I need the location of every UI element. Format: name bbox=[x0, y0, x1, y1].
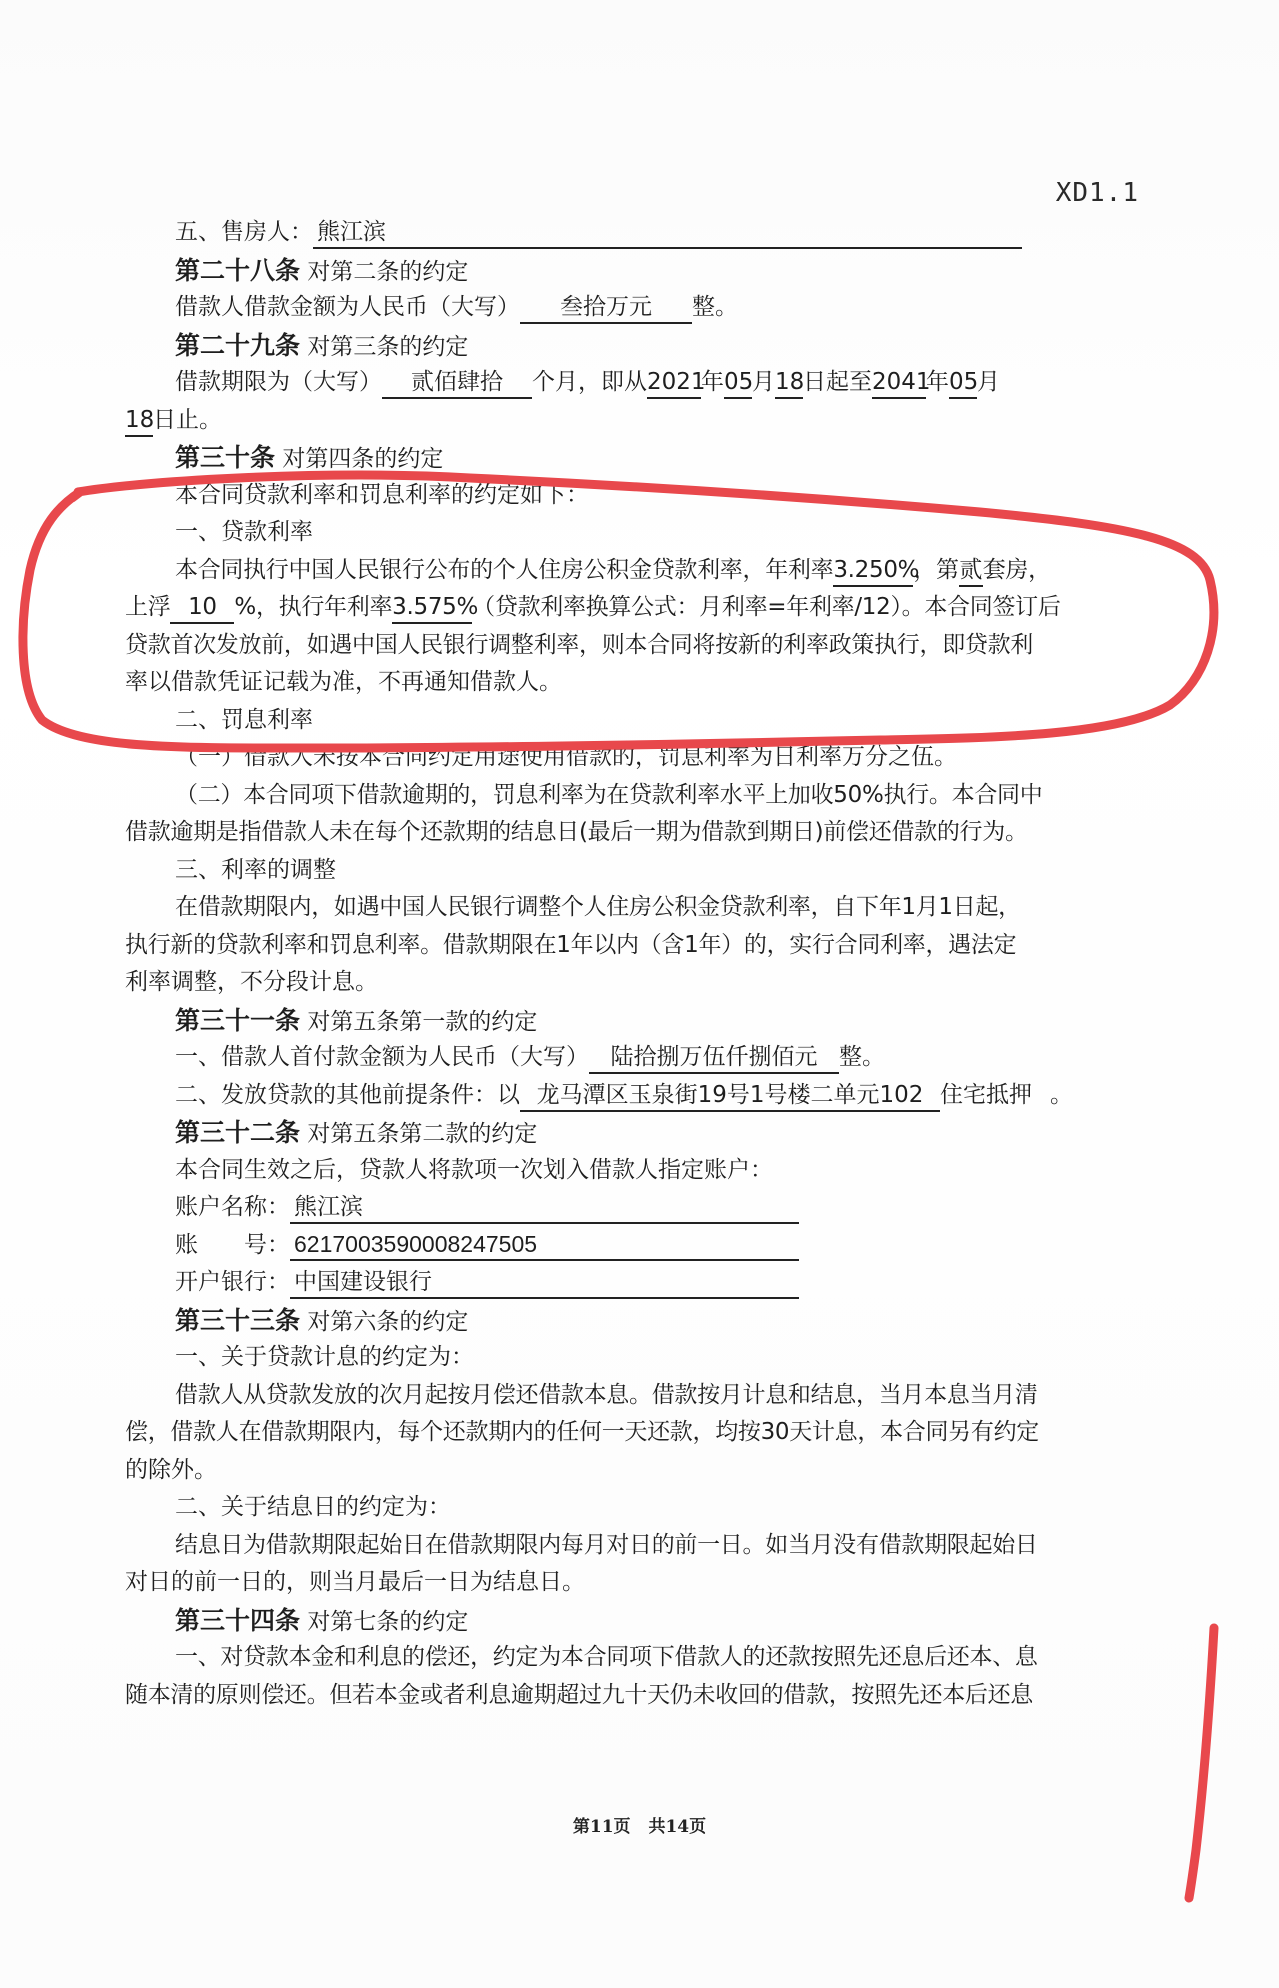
loan-term-line bbox=[125, 364, 1110, 402]
text: 日止。 bbox=[153, 406, 222, 433]
red-vertical-stroke bbox=[1189, 1628, 1214, 1898]
start-day: 18 bbox=[775, 367, 803, 399]
loan-term-months: 贰佰肆拾 bbox=[382, 367, 532, 399]
page-number: 第11页 bbox=[572, 1817, 631, 1837]
section-title: 一、关于贷款计息的约定为： bbox=[175, 1344, 474, 1370]
account-name: 熊江滨 bbox=[290, 1192, 799, 1224]
loan-amount-label: 借款人借款金额为人民币（大写） bbox=[175, 294, 520, 320]
article-number: 第三十四条 bbox=[175, 1605, 301, 1635]
rate-line-1 bbox=[125, 552, 1110, 590]
annual-rate: 3.250% bbox=[833, 555, 913, 587]
article-title: 对第四条的约定 bbox=[282, 446, 444, 472]
article-number: 第三十三条 bbox=[175, 1305, 301, 1335]
section-title: 二、关于结息日的约定为： bbox=[175, 1494, 451, 1520]
article-title: 对第二条的约定 bbox=[307, 258, 469, 285]
loan-term-line-2 bbox=[125, 402, 1110, 440]
start-year: 2021 bbox=[647, 367, 701, 399]
article-number: 第三十条 bbox=[175, 443, 276, 472]
rate-intro: 本合同贷款利率和罚息利率的约定如下： bbox=[175, 481, 589, 508]
account-number-line bbox=[125, 1227, 1110, 1265]
seller-name: 熊江滨 bbox=[313, 217, 1022, 249]
section-title: 二、罚息利率 bbox=[175, 706, 313, 733]
seller-line bbox=[125, 214, 1110, 252]
section-title: 三、利率的调整 bbox=[175, 856, 336, 883]
adjust-line-3: 利率调整，不分段计息。 bbox=[125, 969, 378, 995]
rate-line-4: 率以借款凭证记载为准，不再通知借款人。 bbox=[125, 669, 562, 695]
interest-line-1: 借款人从贷款发放的次月起按月偿还借款本息。借款按月计息和结息，当月本息当月清 bbox=[175, 1381, 1038, 1408]
penalty-line-3: 借款逾期是指借款人未在每个还款期的结息日(最后一期为借款到期日)前偿还借款的行为。 bbox=[125, 819, 1028, 845]
article-title: 对第五条第二款的约定 bbox=[307, 1121, 538, 1147]
article-number: 第二十八条 bbox=[175, 255, 301, 285]
collateral-address: 龙马潭区玉泉街19号1号楼二单元102 bbox=[520, 1080, 940, 1112]
penalty-line-2: （二）本合同项下借款逾期的，罚息利率为在贷款利率水平上加收50%执行。本合同中 bbox=[175, 781, 1043, 808]
text: 住宅抵押 bbox=[940, 1081, 1032, 1108]
bank-line bbox=[125, 1264, 1110, 1302]
text: 个月，即从 bbox=[532, 369, 647, 395]
bank-label: 开户银行： bbox=[175, 1269, 290, 1295]
page-total: 共14页 bbox=[648, 1817, 707, 1837]
article-33-heading bbox=[125, 1302, 1110, 1340]
text: （贷款利率换算公式：月利率=年利率/12）。本合同签订后 bbox=[472, 594, 1061, 620]
text: 套房， bbox=[982, 556, 1051, 583]
loan-amount-suffix: 整。 bbox=[692, 294, 738, 320]
seller-label: 五、售房人： bbox=[175, 219, 313, 245]
repayment-line-1: 一、对贷款本金和利息的偿还，约定为本合同项下借款人的还款按照先还息后还本、息 bbox=[175, 1644, 1038, 1670]
text: 二、发放贷款的其他前提条件：以 bbox=[175, 1081, 520, 1108]
text: %，执行年利率 bbox=[234, 594, 393, 620]
bank-name: 中国建设银行 bbox=[290, 1267, 799, 1299]
loan-term-label: 借款期限为（大写） bbox=[175, 369, 382, 395]
rate-line-2 bbox=[125, 589, 1110, 627]
down-payment-amount: 陆拾捌万伍仟捌佰元 bbox=[589, 1042, 839, 1074]
collateral-line bbox=[125, 1077, 1110, 1115]
repayment-line-2: 随本清的原则偿还。但若本金或者利息逾期超过九十天仍未收回的借款，按照先还本后还息 bbox=[125, 1681, 1034, 1708]
text: 年 bbox=[926, 369, 949, 395]
article-title: 对第七条的约定 bbox=[307, 1608, 469, 1635]
down-payment-line bbox=[125, 1039, 1110, 1077]
article-title: 对第五条第一款的约定 bbox=[307, 1008, 538, 1035]
penalty-line-1: （一）借款人未按本合同约定用途使用借款的，罚息利率为日利率万分之伍。 bbox=[175, 744, 957, 770]
loan-amount: 叁拾万元 bbox=[520, 292, 692, 324]
text: 日起至 bbox=[803, 369, 872, 395]
article-title: 对第三条的约定 bbox=[307, 333, 469, 360]
article-number: 第三十一条 bbox=[175, 1005, 301, 1035]
contract-body bbox=[125, 214, 1110, 1714]
end-year: 2041 bbox=[872, 367, 926, 399]
text: 月 bbox=[752, 369, 775, 395]
account-name-line bbox=[125, 1189, 1110, 1227]
article-number: 第二十九条 bbox=[175, 330, 301, 360]
text: 一、借款人首付款金额为人民币（大写） bbox=[175, 1044, 589, 1070]
article-28-heading bbox=[125, 252, 1110, 290]
executed-rate: 3.575% bbox=[392, 592, 472, 624]
text: 本合同执行中国人民银行公布的个人住房公积金贷款利率，年利率 bbox=[175, 556, 834, 583]
end-month: 05 bbox=[949, 367, 977, 399]
settlement-line-2: 对日的前一日的，则当月最后一日为结息日。 bbox=[125, 1569, 585, 1595]
loan-amount-line bbox=[125, 289, 1110, 327]
interest-line-2: 偿，借款人在借款期限内，每个还款期内的任何一天还款，均按30天计息，本合同另有约定 bbox=[125, 1419, 1039, 1445]
account-number-label: 账 号： bbox=[175, 1231, 290, 1258]
account-number: 6217003590008247505 bbox=[290, 1229, 799, 1261]
account-name-label: 账户名称： bbox=[175, 1194, 290, 1220]
article-31-heading bbox=[125, 1002, 1110, 1040]
settlement-line-1: 结息日为借款期限起始日在借款期限内每月对日的前一日。如当月没有借款期限起始日 bbox=[175, 1531, 1038, 1558]
text: 月 bbox=[977, 369, 1000, 395]
text: 。 bbox=[1050, 1081, 1073, 1108]
article-number: 第三十二条 bbox=[175, 1118, 301, 1147]
text: ，第 bbox=[913, 556, 959, 583]
rate-line-3: 贷款首次发放前，如遇中国人民银行调整利率，则本合同将按新的利率政策执行，即贷款利 bbox=[125, 631, 1034, 658]
text: 整。 bbox=[839, 1044, 885, 1070]
house-number: 贰 bbox=[959, 555, 983, 587]
adjust-line-1: 在借款期限内，如遇中国人民银行调整个人住房公积金贷款利率，自下年1月1日起， bbox=[175, 894, 1021, 920]
end-day: 18 bbox=[125, 405, 153, 437]
float-percent: 10 bbox=[170, 592, 234, 624]
adjust-line-2: 执行新的贷款利率和罚息利率。借款期限在1年以内（含1年）的，实行合同利率，遇法定 bbox=[125, 931, 1017, 958]
article-34-heading bbox=[125, 1602, 1110, 1640]
document-code: XD1.1 bbox=[1055, 178, 1139, 208]
text: 年 bbox=[701, 369, 724, 395]
text: 上浮 bbox=[125, 594, 171, 620]
section-title: 一、贷款利率 bbox=[175, 519, 313, 545]
article-29-heading bbox=[125, 327, 1110, 365]
start-month: 05 bbox=[724, 367, 752, 399]
article-30-heading bbox=[125, 439, 1110, 477]
page-footer bbox=[0, 1812, 1279, 1837]
article-title: 对第六条的约定 bbox=[307, 1308, 469, 1335]
article-32-heading bbox=[125, 1114, 1110, 1152]
account-intro: 本合同生效之后，贷款人将款项一次划入借款人指定账户： bbox=[175, 1156, 773, 1183]
interest-line-3: 的除外。 bbox=[125, 1456, 217, 1483]
